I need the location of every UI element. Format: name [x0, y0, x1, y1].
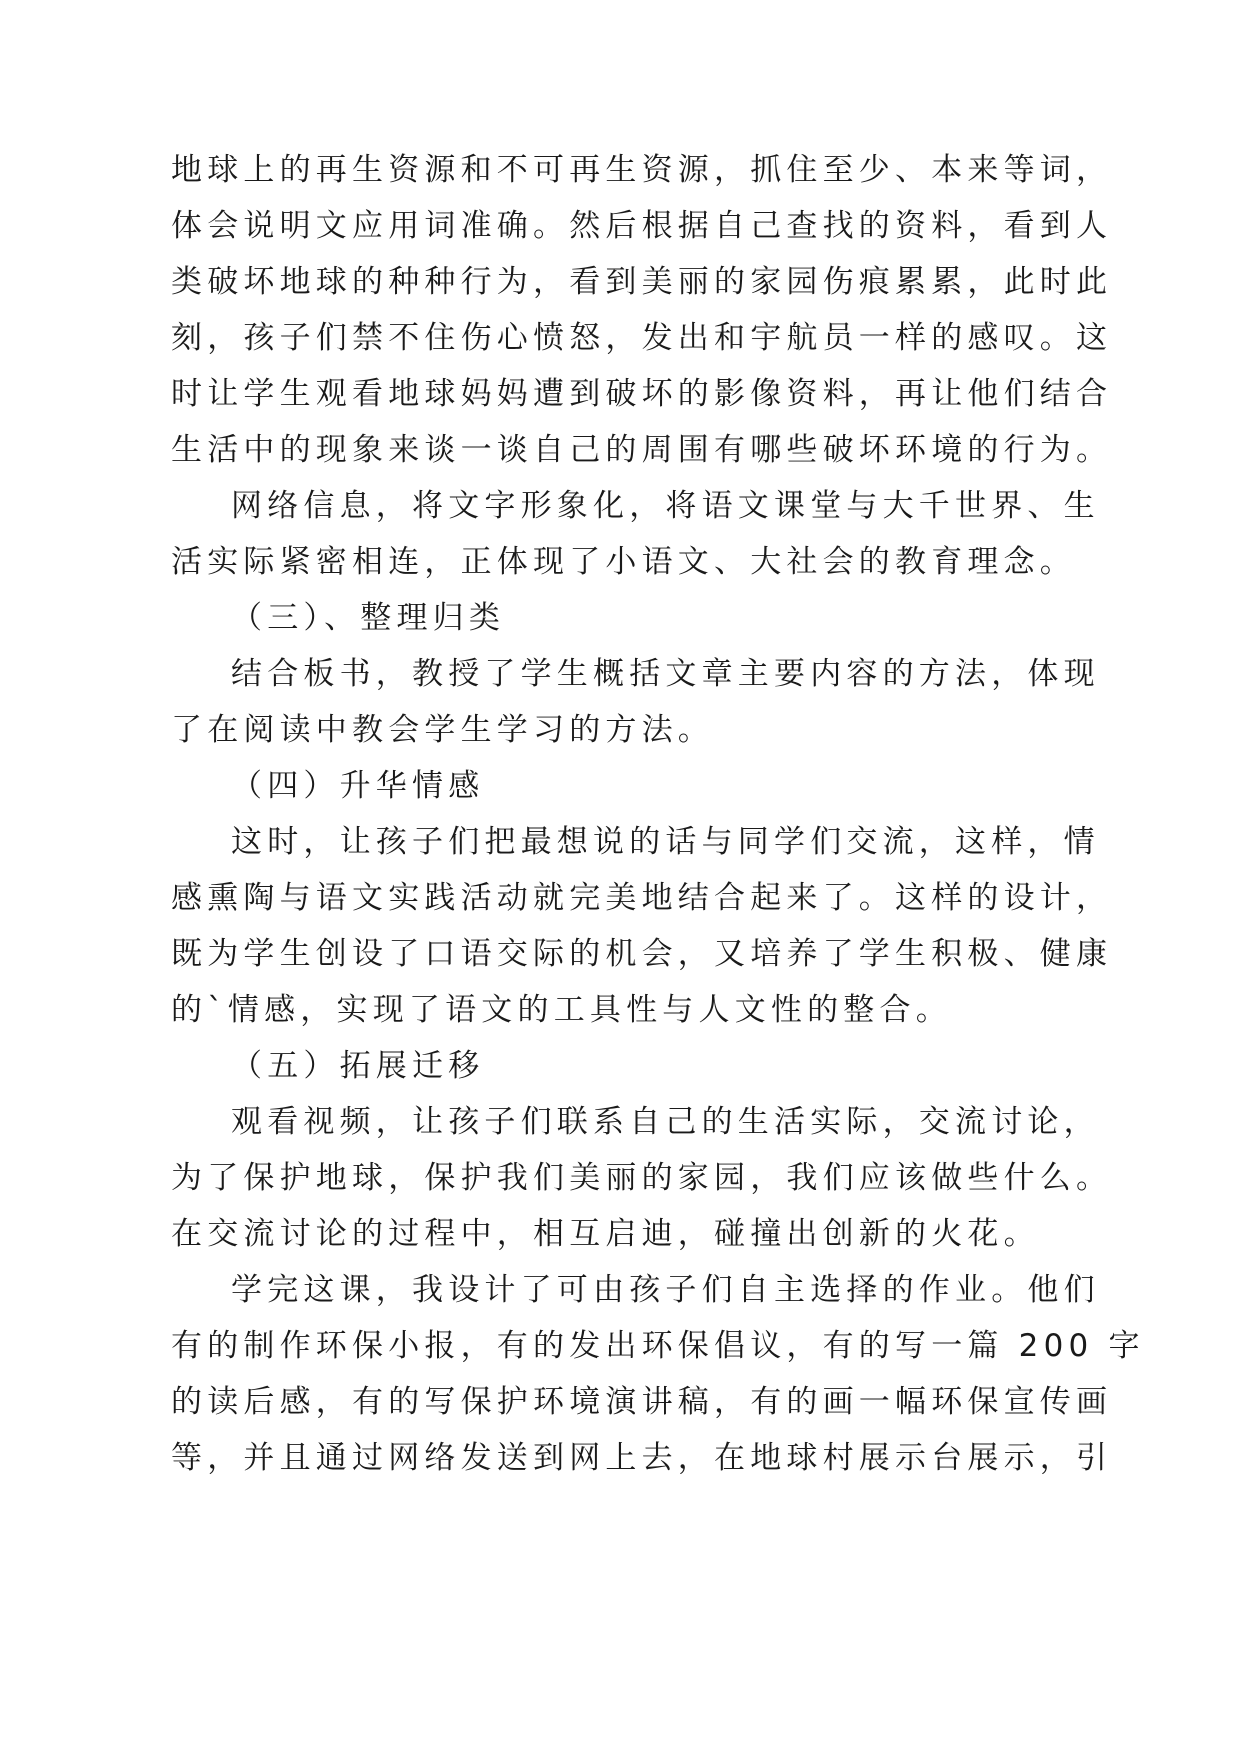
- text-line-15: 既为学生创设了口语交际的机会，又培养了学生积极、健康: [171, 936, 1113, 972]
- text-line-16: 的`情感，实现了语文的工具性与人文性的整合。: [171, 992, 952, 1028]
- text-line-8: 活实际紧密相连，正体现了小语文、大社会的教育理念。: [171, 544, 1076, 580]
- text-line-3: 类破坏地球的种种行为，看到美丽的家园伤痕累累，此时此: [171, 264, 1113, 300]
- paragraph-start: 观看视频，让孩子们联系自己的生活实际，交流讨论，: [231, 1104, 1100, 1140]
- text-line-14: 感熏陶与语文实践活动就完美地结合起来了。这样的设计，: [171, 880, 1113, 916]
- text-line-1: 地球上的再生资源和不可再生资源，抓住至少、本来等词，: [171, 152, 1113, 188]
- text-line-22: 有的制作环保小报，有的发出环保倡议，有的写一篇 200 字: [171, 1328, 1145, 1364]
- section-heading-3: （三）、整理归类: [231, 600, 506, 636]
- paragraph-start: 结合板书，教授了学生概括文章主要内容的方法，体现: [231, 656, 1100, 692]
- paragraph-start: 网络信息，将文字形象化，将语文课堂与大千世界、生: [231, 488, 1100, 524]
- text-line-4: 刻，孩子们禁不住伤心愤怒，发出和宇航员一样的感叹。这: [171, 320, 1113, 356]
- paragraph-start: 这时，让孩子们把最想说的话与同学们交流，这样，情: [231, 824, 1100, 860]
- text-line-11: 了在阅读中教会学生学习的方法。: [171, 712, 714, 748]
- text-line-19: 为了保护地球，保护我们美丽的家园，我们应该做些什么。: [171, 1160, 1113, 1196]
- paragraph-start: 学完这课，我设计了可由孩子们自主选择的作业。他们: [231, 1272, 1100, 1308]
- text-line-6: 生活中的现象来谈一谈自己的周围有哪些破坏环境的行为。: [171, 432, 1113, 468]
- text-line-23: 的读后感，有的写保护环境演讲稿，有的画一幅环保宣传画: [171, 1384, 1113, 1420]
- section-heading-4: （四）升华情感: [231, 768, 485, 804]
- text-line-20: 在交流讨论的过程中，相互启迪，碰撞出创新的火花。: [171, 1216, 1040, 1252]
- text-line-2: 体会说明文应用词准确。然后根据自己查找的资料，看到人: [171, 208, 1113, 244]
- section-heading-5: （五）拓展迁移: [231, 1048, 485, 1084]
- text-line-24: 等，并且通过网络发送到网上去，在地球村展示台展示，引: [171, 1440, 1113, 1476]
- text-line-5: 时让学生观看地球妈妈遭到破坏的影像资料，再让他们结合: [171, 376, 1113, 412]
